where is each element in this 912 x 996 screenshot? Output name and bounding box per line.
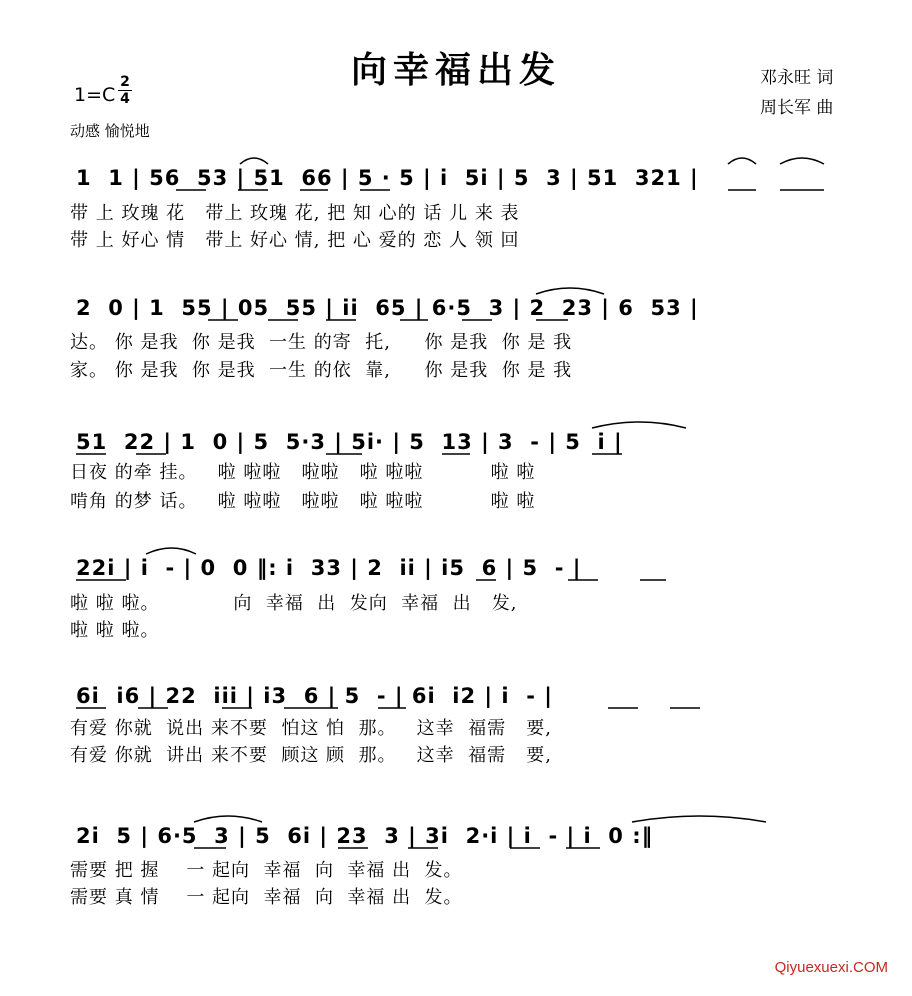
lyric-line-3b: 啃角 的梦 话。 啦 啦啦 啦啦 啦 啦啦 啦 啦 [70,491,536,512]
notation-line-6: 2i 5 | 6·5 3 | 5 6i | 23 3 | 3i 2·i | i - | i 0 :‖ [76,824,654,848]
tie-arc [240,158,268,164]
lyric-line-1b: 带 上 好心 情 带上 好心 情, 把 心 爱的 恋 人 领 回 [70,230,520,251]
notation-line-2: 2 0 | 1 55 | 05 55 | ii 65 | 6·5 3 | 2 23 | 6 53 | [76,296,699,320]
tie-arc [536,288,604,294]
lyric-line-2b: 家。 你 是我 你 是我 一生 的依 靠, 你 是我 你 是 我 [70,360,573,381]
lyric-line-3a: 日夜 的牵 挂。 啦 啦啦 啦啦 啦 啦啦 啦 啦 [70,462,536,483]
time-signature-top: 2 [120,74,130,90]
composer-credit: 周长军 曲 [760,98,834,118]
lyric-line-6b: 需要 真 情 一 起向 幸福 向 幸福 出 发。 [70,887,463,908]
lyric-line-5a: 有爱 你就 说出 来不要 怕这 怕 那。 这幸 福需 要, [70,718,552,739]
tie-arc [592,422,686,428]
tempo-marking: 动感 愉悦地 [70,122,150,140]
notation-line-3: 51 22 | 1 0 | 5 5·3 | 5i· | 5 13 | 3 - | 5 i | [76,430,623,454]
notation-line-5: 6i i6 | 22 iii | i3 6 | 5 - | 6i i2 | i - | [76,684,553,708]
lyric-line-4b: 啦 啦 啦。 [70,620,160,641]
tie-arc [728,158,756,164]
tie-arc [146,548,196,554]
time-signature-bottom: 4 [120,91,130,107]
lyric-line-4a: 啦 啦 啦。 向 幸福 出 发向 幸福 出 发, [70,593,518,614]
lyric-line-1a: 带 上 玫瑰 花 带上 玫瑰 花, 把 知 心的 话 儿 来 表 [70,203,520,224]
site-watermark: Qiyuexuexi.COM [774,959,888,976]
lyric-line-5b: 有爱 你就 讲出 来不要 顾这 顾 那。 这幸 福需 要, [70,745,552,766]
notation-line-1: 1 1 | 56 53 | 51 66 | 5 · 5 | i 5i | 5 3 | 51 321 | [76,166,699,190]
lyric-line-2a: 达。 你 是我 你 是我 一生 的寄 托, 你 是我 你 是 我 [70,332,573,353]
tie-arc [780,158,824,164]
tie-arc [632,816,766,822]
lyric-line-6a: 需要 把 握 一 起向 幸福 向 幸福 出 发。 [70,860,463,881]
tie-arc [194,816,262,822]
lyricist-credit: 邓永旺 词 [760,68,834,88]
notation-line-4: 22i | i - | 0 0 ‖: i 33 | 2 ii | i5 6 | 5 - | [76,556,582,580]
song-title: 向幸福出发 [350,49,561,91]
key-signature: 1=C [74,84,116,106]
